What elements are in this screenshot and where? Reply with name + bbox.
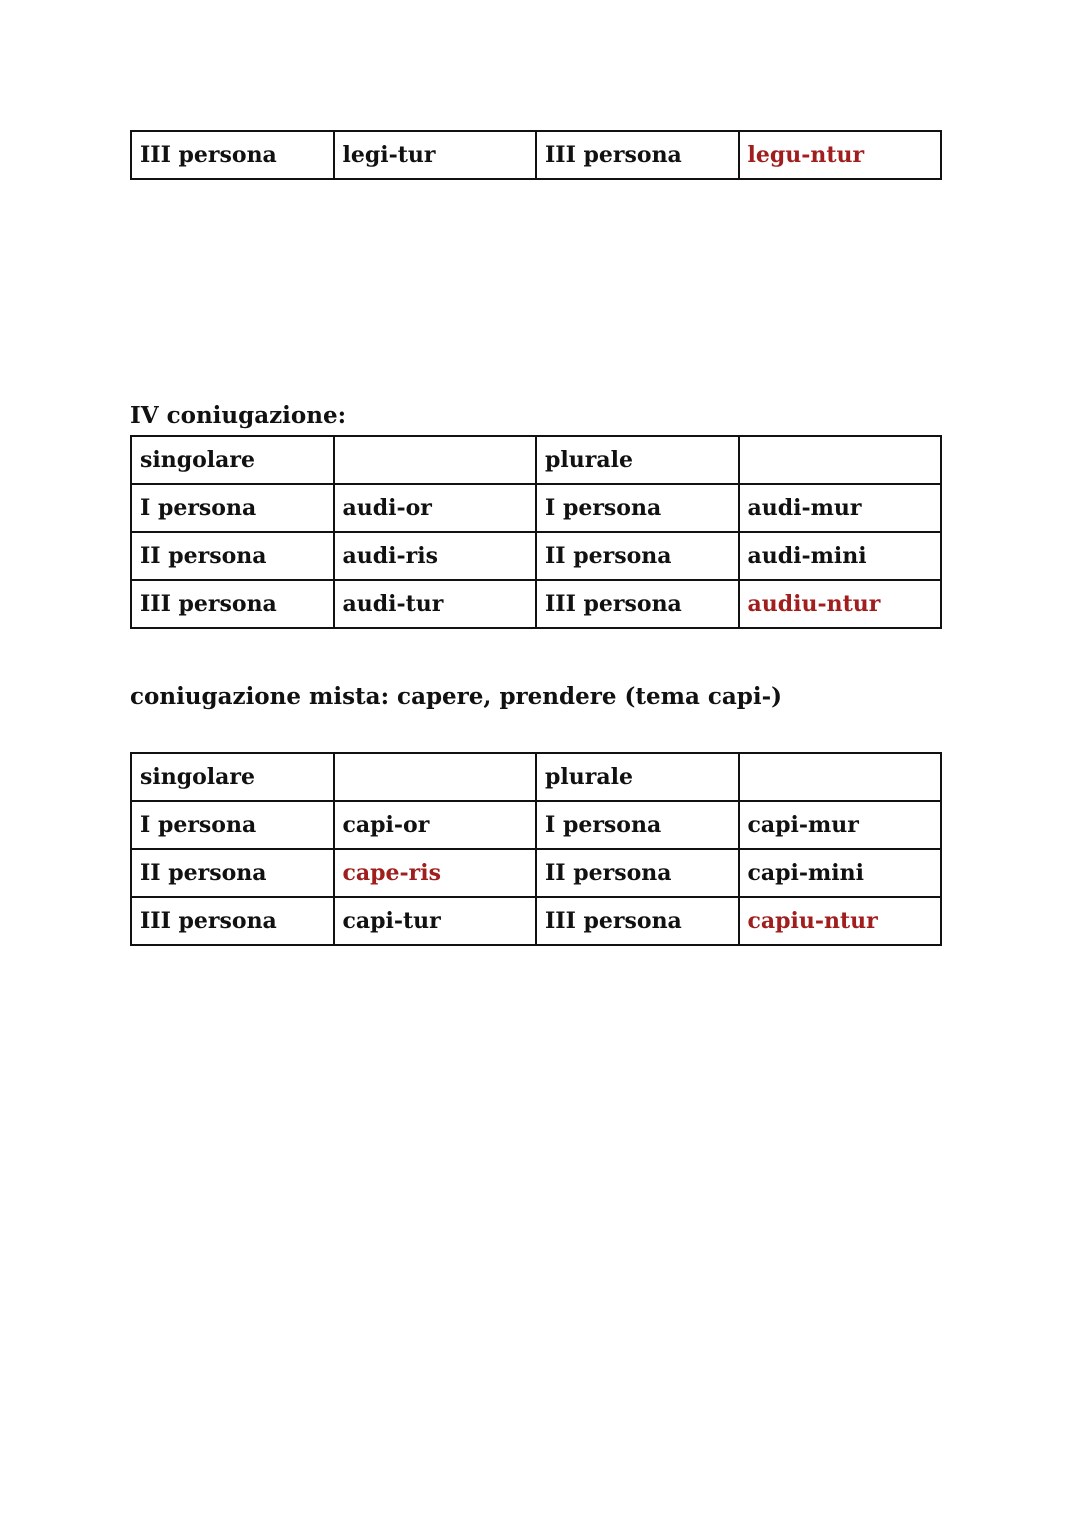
- table-row: [131, 897, 941, 945]
- table-cell: audi-mini: [739, 532, 942, 580]
- table-cell-highlight: legu-ntur: [739, 131, 942, 179]
- table-cell-highlight: cape-ris: [334, 849, 537, 897]
- table-row: [131, 532, 941, 580]
- table-cell: capi-or: [334, 801, 537, 849]
- table-cell: [739, 753, 942, 801]
- table-cell: I persona: [131, 484, 334, 532]
- conjugation-table-iv: [130, 435, 942, 629]
- table-cell: II persona: [131, 532, 334, 580]
- table-cell: audi-tur: [334, 580, 537, 628]
- table-cell-highlight: capiu-ntur: [739, 897, 942, 945]
- table-cell: singolare: [131, 753, 334, 801]
- table-cell: II persona: [131, 849, 334, 897]
- table-cell: plurale: [536, 436, 739, 484]
- table-cell: audi-ris: [334, 532, 537, 580]
- table-cell: [334, 753, 537, 801]
- table-cell: III persona: [131, 131, 334, 179]
- table-cell: capi-mini: [739, 849, 942, 897]
- table-cell: [334, 436, 537, 484]
- table-row: [131, 849, 941, 897]
- table-cell: audi-or: [334, 484, 537, 532]
- table-cell: III persona: [131, 897, 334, 945]
- table-row: [131, 131, 941, 179]
- table-header-row: [131, 753, 941, 801]
- table-cell: II persona: [536, 532, 739, 580]
- section-heading-coniugazione-mista: coniugazione mista: capere, prendere (tema capi-): [130, 683, 783, 710]
- table-cell: audi-mur: [739, 484, 942, 532]
- table-row: [131, 484, 941, 532]
- table-cell: III persona: [131, 580, 334, 628]
- section-heading-iv-coniugazione: IV coniugazione:: [130, 402, 347, 429]
- conjugation-table-top: [130, 130, 942, 180]
- table-row: [131, 801, 941, 849]
- table-cell: singolare: [131, 436, 334, 484]
- table-cell: I persona: [536, 801, 739, 849]
- table-header-row: [131, 436, 941, 484]
- table-row: [131, 580, 941, 628]
- table-cell: [739, 436, 942, 484]
- table-cell: I persona: [131, 801, 334, 849]
- table-cell-highlight: audiu-ntur: [739, 580, 942, 628]
- table-cell: III persona: [536, 897, 739, 945]
- table-cell: III persona: [536, 131, 739, 179]
- table-cell: II persona: [536, 849, 739, 897]
- table-cell: legi-tur: [334, 131, 537, 179]
- table-cell: III persona: [536, 580, 739, 628]
- table-cell: capi-mur: [739, 801, 942, 849]
- table-cell: capi-tur: [334, 897, 537, 945]
- conjugation-table-mista: [130, 752, 942, 946]
- table-cell: plurale: [536, 753, 739, 801]
- table-cell: I persona: [536, 484, 739, 532]
